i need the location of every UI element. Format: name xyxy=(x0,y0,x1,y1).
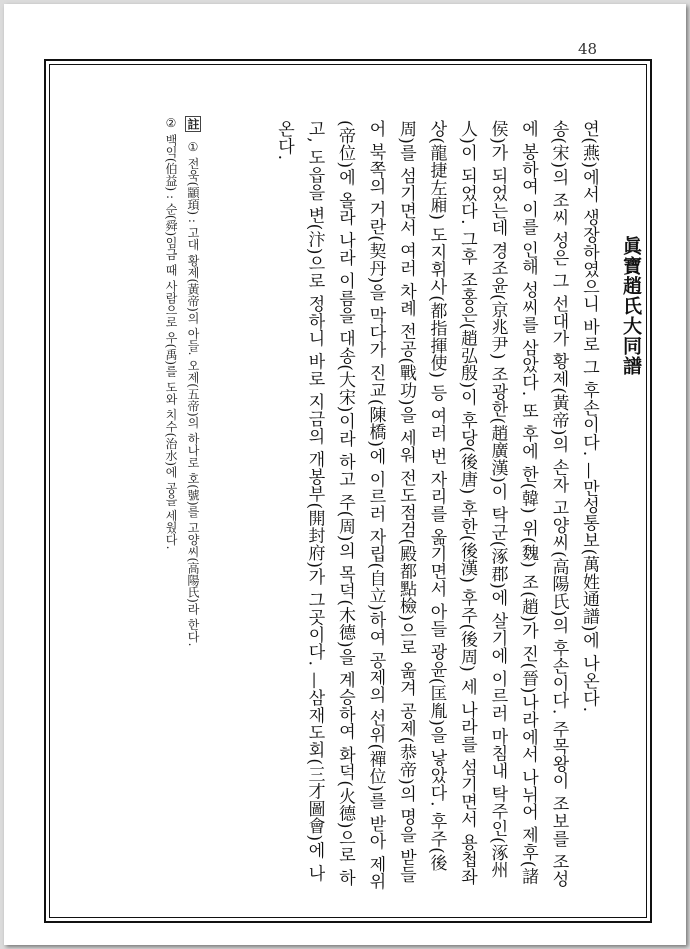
page-number: 48 xyxy=(578,40,598,58)
body-paragraph: 송(宋)의 조씨 성은 그 선대가 황제(黃帝)의 손자 고양씨(高陽氏)의 후손이다. 주목왕이 조보를 조성에 봉하여 이를 인해 성씨를 삼았다. 또 후에 한(韓) 위(魏) 조(趙)가 진(晉)나라에서 나뉘어 제후(諸侯)가 되었는데 경조윤(京兆尹) 조광한(趙廣漢)이 탁군(涿郡)에 살기에 이르러 마침내 탁주인(涿州人)이 되었다. 그후 조홍은(趙弘殷)이 후당(後唐) 후한(後漢) 후주(後周) 세 나라를 섬기면서 용첩좌상(龍捷左廂) 도지휘사(都指揮使) 등 여러 번 자리를 옮기면서 아들 광윤(匡胤)을 낳았다. 후주(後周)를 섬기면서 여러 차례 전공(戰功)을 세워 전도점검(殿都點檢)으로 옮겨 공제(恭帝)의 명을 받들어 북쪽의 거란(契丹)을 막다가 진교(陳橋)에 이르러 자립(自立)하여 공제의 선위(禪位)를 받아 제위(帝位)에 올라 나라 이름을 대송(大宋)이라 하고 주(周)의 목덕(木德)을 계승하여 화덕(火德)으로 하고, 도읍을 변(汴)으로 정하니 바로 지금의 개봉부(開封府)가 그곳이다. —삼재도회(三才圖會)에 나온다. xyxy=(274,120,569,890)
book-title: 眞寶趙氏大同譜 xyxy=(620,236,642,376)
footnotes xyxy=(122,116,204,891)
notes-marker: 註 xyxy=(186,118,200,130)
footnote-item: ② 백익(伯益) : 순(舜)임금 때 사람으로 우(禹)를 도와 치수(治水)에 공을 세웠다. xyxy=(164,116,178,550)
body-paragraph: 연(燕)에서 생장하였으니 바로 그 후손이다. —만성통보(萬姓通譜)에 나온다. xyxy=(579,120,599,713)
document-page xyxy=(4,4,686,945)
footnote-item: ① 전욱(顓頊) : 고대 황제(黃帝)의 아들. 오제(五帝)의 하나로 호(號)를 고양씨(高陽氏)라 한다. xyxy=(186,139,200,647)
body-text xyxy=(219,120,604,895)
